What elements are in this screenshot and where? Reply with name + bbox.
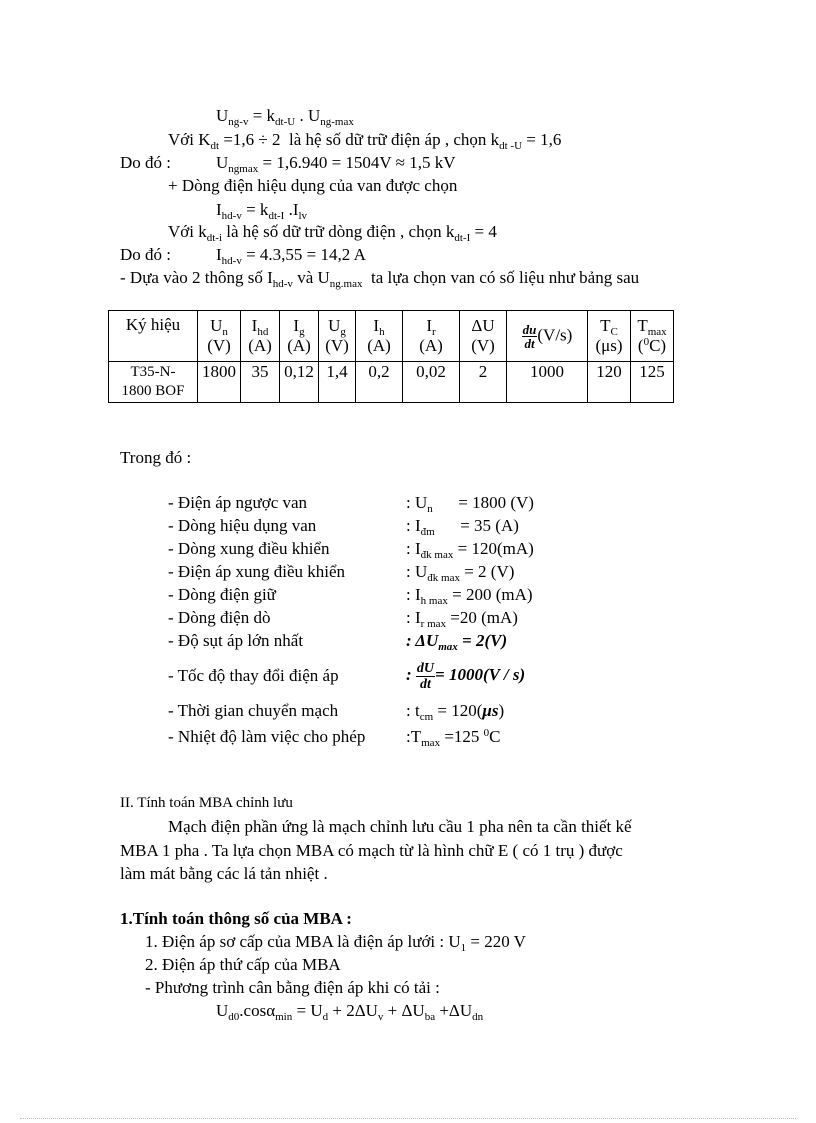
param-label: - Điện áp ngược van: [168, 493, 308, 512]
param-label: - Thời gian chuyển mạch: [168, 701, 339, 720]
list-item: - Phương trình cân bằng điện áp khi có tải :: [145, 978, 440, 997]
col-ih: $I_h$ (A): [356, 311, 403, 362]
section-title: II. Tính toán MBA chỉnh lưu: [120, 795, 293, 811]
formula-ungmax: $U_{ngmax} = 1,6.940 = 1504V \approx 1,5$ kV: [216, 153, 456, 175]
param-value: : $U_n$ = 1800 (V): [406, 493, 534, 515]
kdt-u-note: Với $K_{dt} =1,6 \div 2$ là hệ số dữ trữ điện áp , chọn $k_{dt -U} = 1,6$: [168, 130, 562, 152]
col-tmax: $T_{max}$ ($^0$C): [631, 311, 674, 362]
col-ir: $I_r$ (A): [403, 311, 460, 362]
col-symbol: Ký hiệu: [109, 311, 198, 362]
param-label: - Dòng điện dò: [168, 608, 271, 627]
param-value: : $I_{r max} =20$ (mA): [406, 608, 518, 630]
col-tc: $T_C$ (μs): [588, 311, 631, 362]
do-do-label-1: Do đó :: [120, 153, 171, 172]
col-ig: $I_g$ (A): [280, 311, 319, 362]
cell-tmax: 125: [631, 362, 674, 403]
col-ug: $U_g$ (V): [319, 311, 356, 362]
param-label: - Dòng xung điều khiển: [168, 539, 330, 558]
paragraph-line: MBA 1 pha . Ta lựa chọn MBA có mạch từ là hình chữ E ( có 1 trụ ) được: [120, 841, 623, 860]
selection-note: - Dựa vào 2 thông số $I_{hd-v}$ và $U_{ng.max}$ ta lựa chọn van có số liệu như bảng sau: [120, 268, 640, 290]
param-value: : $I_{đm}$ = 35 (A): [406, 516, 519, 538]
param-label: - Dòng điện giữ: [168, 585, 276, 604]
col-du: ΔU (V): [460, 311, 507, 362]
table-row: [109, 362, 674, 403]
subsection-heading: 1.Tính toán thông số của MBA :: [120, 909, 352, 928]
param-label: - Tốc độ thay đổi điện áp: [168, 666, 339, 685]
cell-dudt: 1000: [507, 362, 588, 403]
paragraph-line: làm mát bằng các lá tản nhiệt .: [120, 864, 328, 883]
formula-ihd-value: $I_{hd-v} = 4.3,55 = 14,2$ A: [216, 245, 366, 267]
cell-ihd: 35: [241, 362, 280, 403]
cell-ih: 0,2: [356, 362, 403, 403]
cell-du: 2: [460, 362, 507, 403]
formula-ung-v: $U_{ng-v} = k_{dt-U}$ . $U_{ng-max}$: [216, 106, 354, 128]
param-label: - Độ sụt áp lớn nhất: [168, 631, 304, 650]
formula-ihd-v: $I_{hd-v} = k_{dt-I}$ $.I_{lv}$: [216, 200, 308, 222]
col-ihd: $I_{hd}$ (A): [241, 311, 280, 362]
param-value: : $t_{cm} = 120(\mu s)$: [406, 701, 505, 723]
cell-ir: 0,02: [403, 362, 460, 403]
param-value: : $\Delta U_{max} = 2(V)$: [406, 631, 508, 653]
param-label: - Điện áp xung điều khiển: [168, 562, 346, 581]
paragraph-line: Mạch điện phần ứng là mạch chỉnh lưu cầu 1 pha nên ta cần thiết kế: [168, 817, 632, 836]
cell-name: T35-N- 1800 BOF: [109, 362, 198, 403]
list-item: 2. Điện áp thứ cấp của MBA: [145, 955, 341, 974]
do-do-label-2: Do đó :: [120, 245, 171, 264]
cell-ig: 0,12: [280, 362, 319, 403]
thyristor-spec-table: [108, 310, 674, 403]
param-label: - Dòng hiệu dụng van: [168, 516, 317, 535]
table-header-row: [109, 311, 674, 362]
current-note: + Dòng điện hiệu dụng của van được chọn: [168, 176, 458, 195]
list-item: 1. Điện áp sơ cấp của MBA là điện áp lưới : $U_1 = 220$ V: [145, 932, 526, 954]
col-dudt: $\frac{du}{dt}$ (V/s): [507, 311, 588, 362]
param-value: : $U_{đk max} = 2$ (V): [406, 562, 515, 584]
param-value: : $I_{h max} = 200$ (mA): [406, 585, 533, 607]
kdt-i-note: Với $k_{dt-i}$ là hệ số dữ trữ dòng điện , chọn $k_{dt-I} = 4$: [168, 222, 497, 244]
param-value: : $I_{đk max} = 120(mA)$: [406, 539, 534, 561]
page-border: [20, 1118, 796, 1119]
cell-un: 1800: [198, 362, 241, 403]
param-label: - Nhiệt độ làm việc cho phép: [168, 727, 366, 746]
voltage-balance-equation: $U_{d0}.\cos\alpha_{min} = U_d + 2\Delta U_v + \Delta U_{ba} +\Delta U_{dn}$: [216, 1001, 484, 1023]
cell-ug: 1,4: [319, 362, 356, 403]
param-value: : $\frac{dU}{dt}$ = 1000(V / s): [406, 660, 526, 692]
col-un: $U_n$ (V): [198, 311, 241, 362]
trong-do-label: Trong đó :: [120, 448, 192, 467]
cell-tc: 120: [588, 362, 631, 403]
param-value: $:T_{max} =125$ $^0$C: [406, 727, 501, 749]
